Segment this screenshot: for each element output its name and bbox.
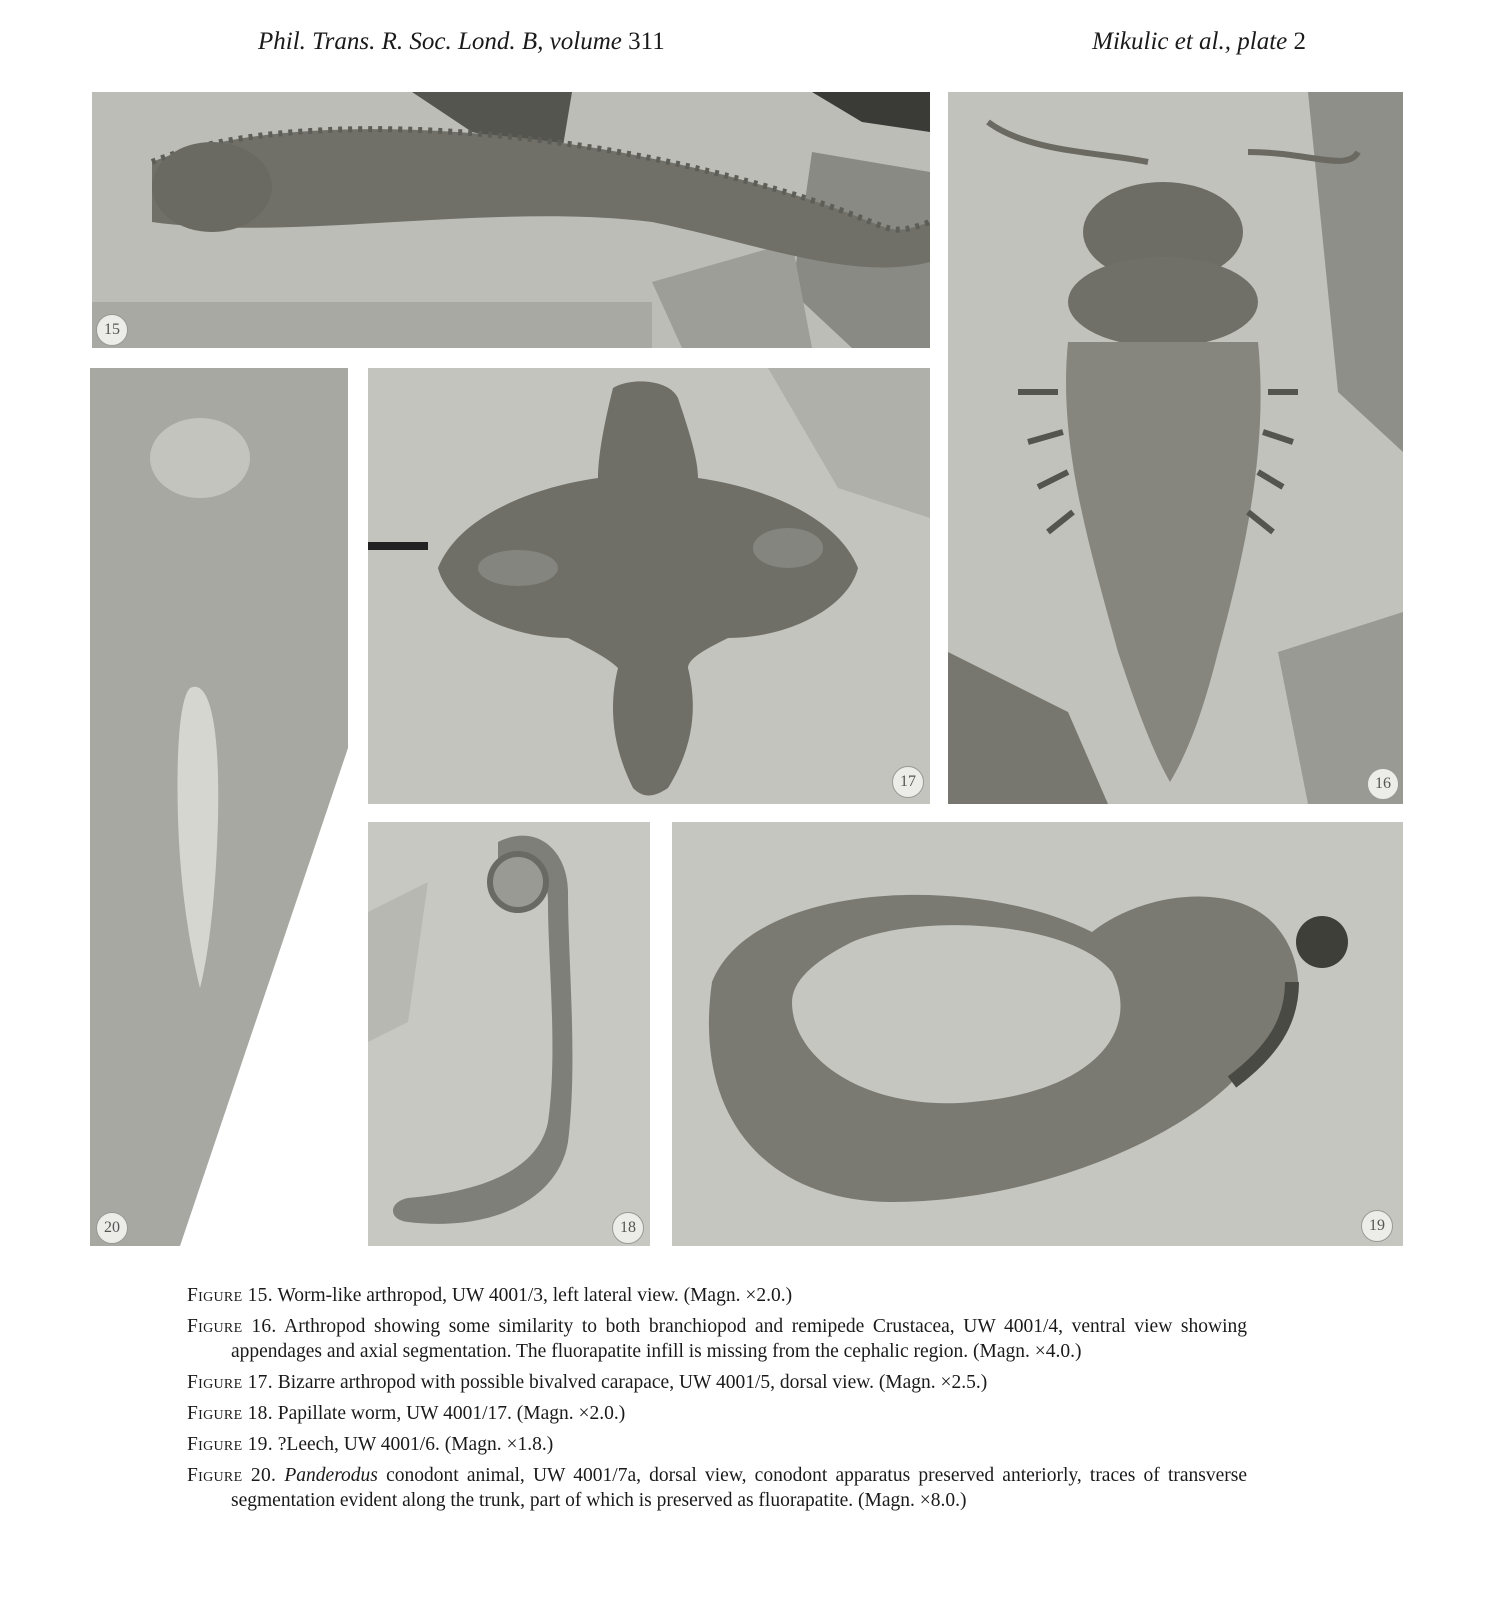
- figure-19-number: 19: [1361, 1210, 1393, 1242]
- caption-label: Figure 20.: [187, 1465, 277, 1486]
- caption-label: Figure 19.: [187, 1434, 273, 1455]
- caption-text: Bizarre arthropod with possible bivalved carapace, UW 4001/5, dorsal view. (Magn. ×2.5.): [277, 1372, 988, 1393]
- figure-captions: [187, 1283, 1247, 1519]
- caption-figure-17: [187, 1370, 1247, 1395]
- caption-text: conodont animal, UW 4001/7a, dorsal view, conodont apparatus preserved anteriorly, traces of transverse segmentation evident along the trunk, part of which is preserved as fluorapatite. (Magn. ×8.0.): [231, 1465, 1248, 1511]
- caption-label: Figure 16.: [187, 1316, 277, 1337]
- caption-figure-18: [187, 1401, 1247, 1426]
- caption-label: Figure 15.: [187, 1285, 273, 1306]
- caption-figure-19: [187, 1432, 1247, 1457]
- caption-label: Figure 18.: [187, 1403, 273, 1424]
- figure-15-photo: [92, 92, 930, 348]
- plate-authors: Mikulic et al., plate: [1092, 28, 1294, 55]
- figure-17-number: 17: [892, 766, 924, 798]
- figure-20-number: 20: [96, 1212, 128, 1244]
- figure-20-photo: [90, 368, 348, 1246]
- figure-18-number: 18: [612, 1212, 644, 1244]
- figure-15-number: 15: [96, 314, 128, 346]
- running-header-journal: [258, 28, 665, 56]
- caption-text: Worm-like arthropod, UW 4001/3, left lateral view. (Magn. ×2.0.): [277, 1285, 793, 1306]
- caption-text: Arthropod showing some similarity to both branchiopod and remipede Crustacea, UW 4001/4, ventral view showing appendages and axial segmentation. The fluorapatite infill is missing from the cephalic region. (Magn. ×4.0.): [231, 1316, 1247, 1362]
- caption-species: Panderodus: [284, 1465, 378, 1486]
- plate-number: 2: [1293, 28, 1306, 55]
- caption-figure-20: [187, 1463, 1247, 1513]
- caption-label: Figure 17.: [187, 1372, 273, 1393]
- figure-16-number: 16: [1367, 768, 1399, 800]
- journal-name: Phil. Trans. R. Soc. Lond. B, volume: [258, 28, 629, 55]
- figure-19-photo: [672, 822, 1403, 1246]
- caption-text: Papillate worm, UW 4001/17. (Magn. ×2.0.): [277, 1403, 626, 1424]
- caption-text: ?Leech, UW 4001/6. (Magn. ×1.8.): [277, 1434, 554, 1455]
- figure-18-photo: [368, 822, 650, 1246]
- running-header-plate: [1092, 28, 1306, 56]
- caption-figure-15: [187, 1283, 1247, 1308]
- volume-number: 311: [628, 28, 665, 55]
- figure-16-photo: [948, 92, 1403, 804]
- caption-figure-16: [187, 1314, 1247, 1364]
- figure-17-photo: [368, 368, 930, 804]
